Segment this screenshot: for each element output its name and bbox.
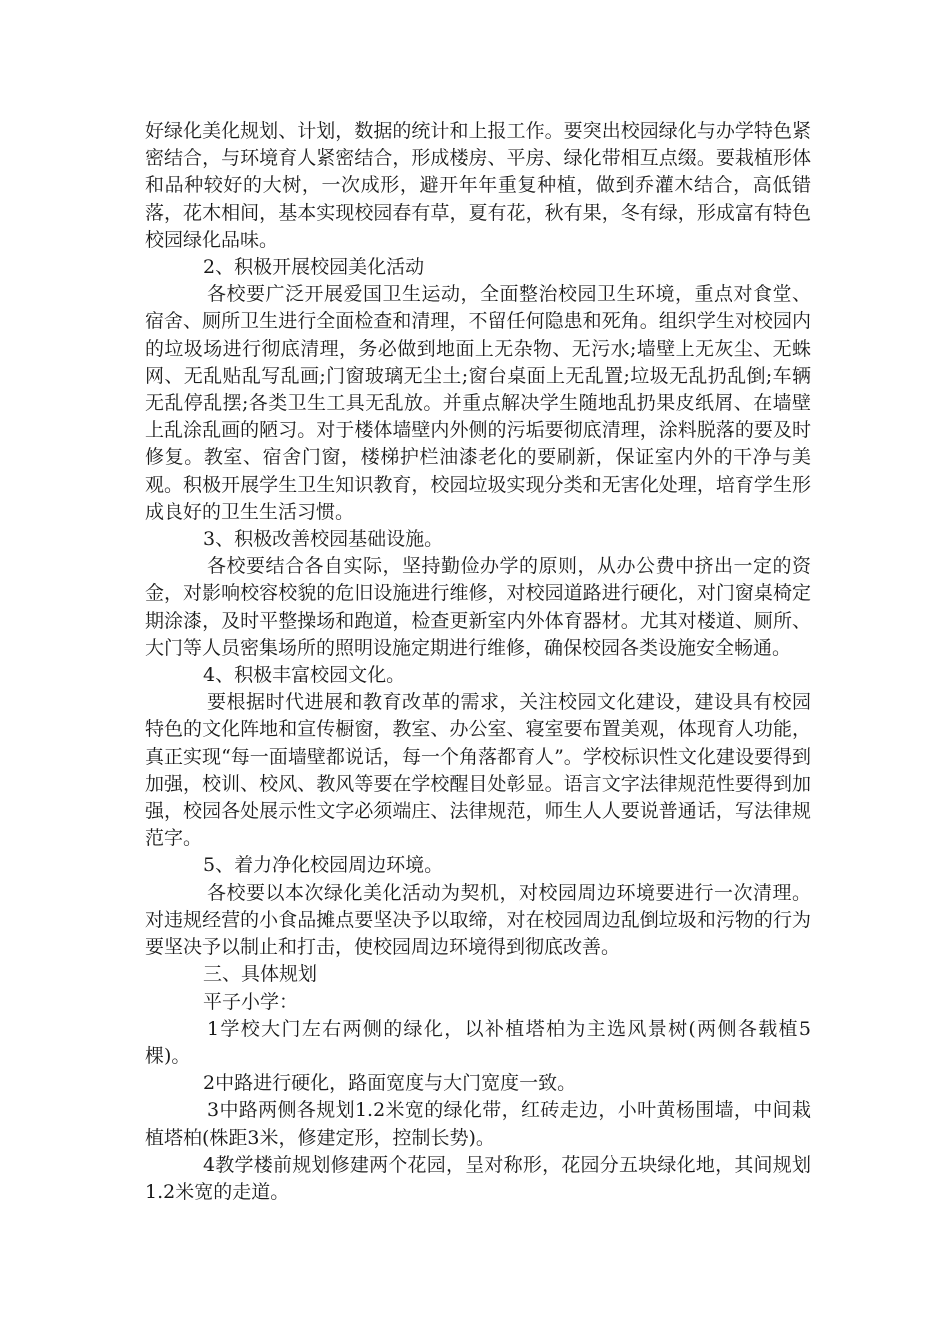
heading-beautification-activities: 2、积极开展校园美化活动 <box>203 256 425 279</box>
paragraph-greening-planning: 好绿化美化规划、计划，数据的统计和上报工作。要突出校园绿化与办学特色紧密结合，与环境育人紧密结合，形成楼房、平房、绿化带相互点缀。要栽植形体和品种较好的大树，一次成形，避开年年重复种植，做到乔灌木结合，高低错落，花木相间，基本实现校园春有草，夏有花，秋有果，冬有绿，形成富有特色校园绿化品味。 <box>145 120 811 251</box>
paragraph-infrastructure-repair: 各校要结合各自实际，坚持勤俭办学的原则，从办公费中挤出一定的资金，对影响校容校貌的危旧设施进行维修，对校园道路进行硬化，对门窗桌椅定期涂漆，及时平整操场和跑道，检查更新室内外体育器材。尤其对楼道、厕所、大门等人员密集场所的照明设施定期进行维修，确保校园各类设施安全畅通。 <box>145 555 811 659</box>
school-name-label: 平子小学： <box>203 990 299 1013</box>
plan-item-4: 4教学楼前规划修建两个花园，呈对称形，花园分五块绿化地，其间规划1.2米宽的走道。 <box>145 1153 811 1203</box>
heading-surroundings: 5、着力净化校园周边环境。 <box>203 854 444 877</box>
plan-item-3: 3中路两侧各规划1.2米宽的绿化带，红砖走边，小叶黄杨围墙，中间栽植塔柏(株距3米，修建定形，控制长势)。 <box>145 1099 811 1149</box>
section-heading-specific-plan: 三、具体规划 <box>203 963 318 986</box>
paragraph-campus-culture: 要根据时代进展和教育改革的需求，关注校园文化建设，建设具有校园特色的文化阵地和宣传橱窗，教室、办公室、寝室要布置美观，体现育人功能，真正实现“每一面墙壁都说话，每一个角落都育人”。学校标识性文化建设要得到加强，校训、校风、教风等要在学校醒目处彰显。语言文字法律规范性要得到加强，校园各处展示性文字必须端庄、法律规范，师生人人要说普通话，写法律规范字。 <box>145 691 811 850</box>
heading-infrastructure: 3、积极改善校园基础设施。 <box>203 528 444 551</box>
paragraph-surroundings-cleanup: 各校要以本次绿化美化活动为契机，对校园周边环境要进行一次清理。对违规经营的小食品摊点要坚决予以取缔，对在校园周边乱倒垃圾和污物的行为要坚决予以制止和打击，使校园周边环境得到彻底改善。 <box>145 881 811 959</box>
document-body <box>145 118 811 1206</box>
paragraph-sanitation-campaign: 各校要广泛开展爱国卫生运动，全面整治校园卫生环境，重点对食堂、宿舍、厕所卫生进行全面检查和清理，不留任何隐患和死角。组织学生对校园内的垃圾场进行彻底清理，务必做到地面上无杂物、无污水;墙壁上无灰尘、无蛛网、无乱贴乱写乱画;门窗玻璃无尘土;窗台桌面上无乱置;垃圾无乱扔乱倒;车辆无乱停乱摆;各类卫生工具无乱放。并重点解决学生随地乱扔果皮纸屑、在墙壁上乱涂乱画的陋习。对于楼体墙壁内外侧的污垢要彻底清理，涂料脱落的要及时修复。教室、宿舍门窗，楼梯护栏油漆老化的要刷新，保证室内外的干净与美观。积极开展学生卫生知识教育，校园垃圾实现分类和无害化处理，培育学生形成良好的卫生生活习惯。 <box>145 283 811 523</box>
plan-item-2: 2中路进行硬化，路面宽度与大门宽度一致。 <box>203 1072 577 1095</box>
plan-item-1: 1学校大门左右两侧的绿化，以补植塔柏为主选风景树(两侧各载植5棵)。 <box>145 1017 811 1067</box>
heading-campus-culture: 4、积极丰富校园文化。 <box>203 664 406 687</box>
